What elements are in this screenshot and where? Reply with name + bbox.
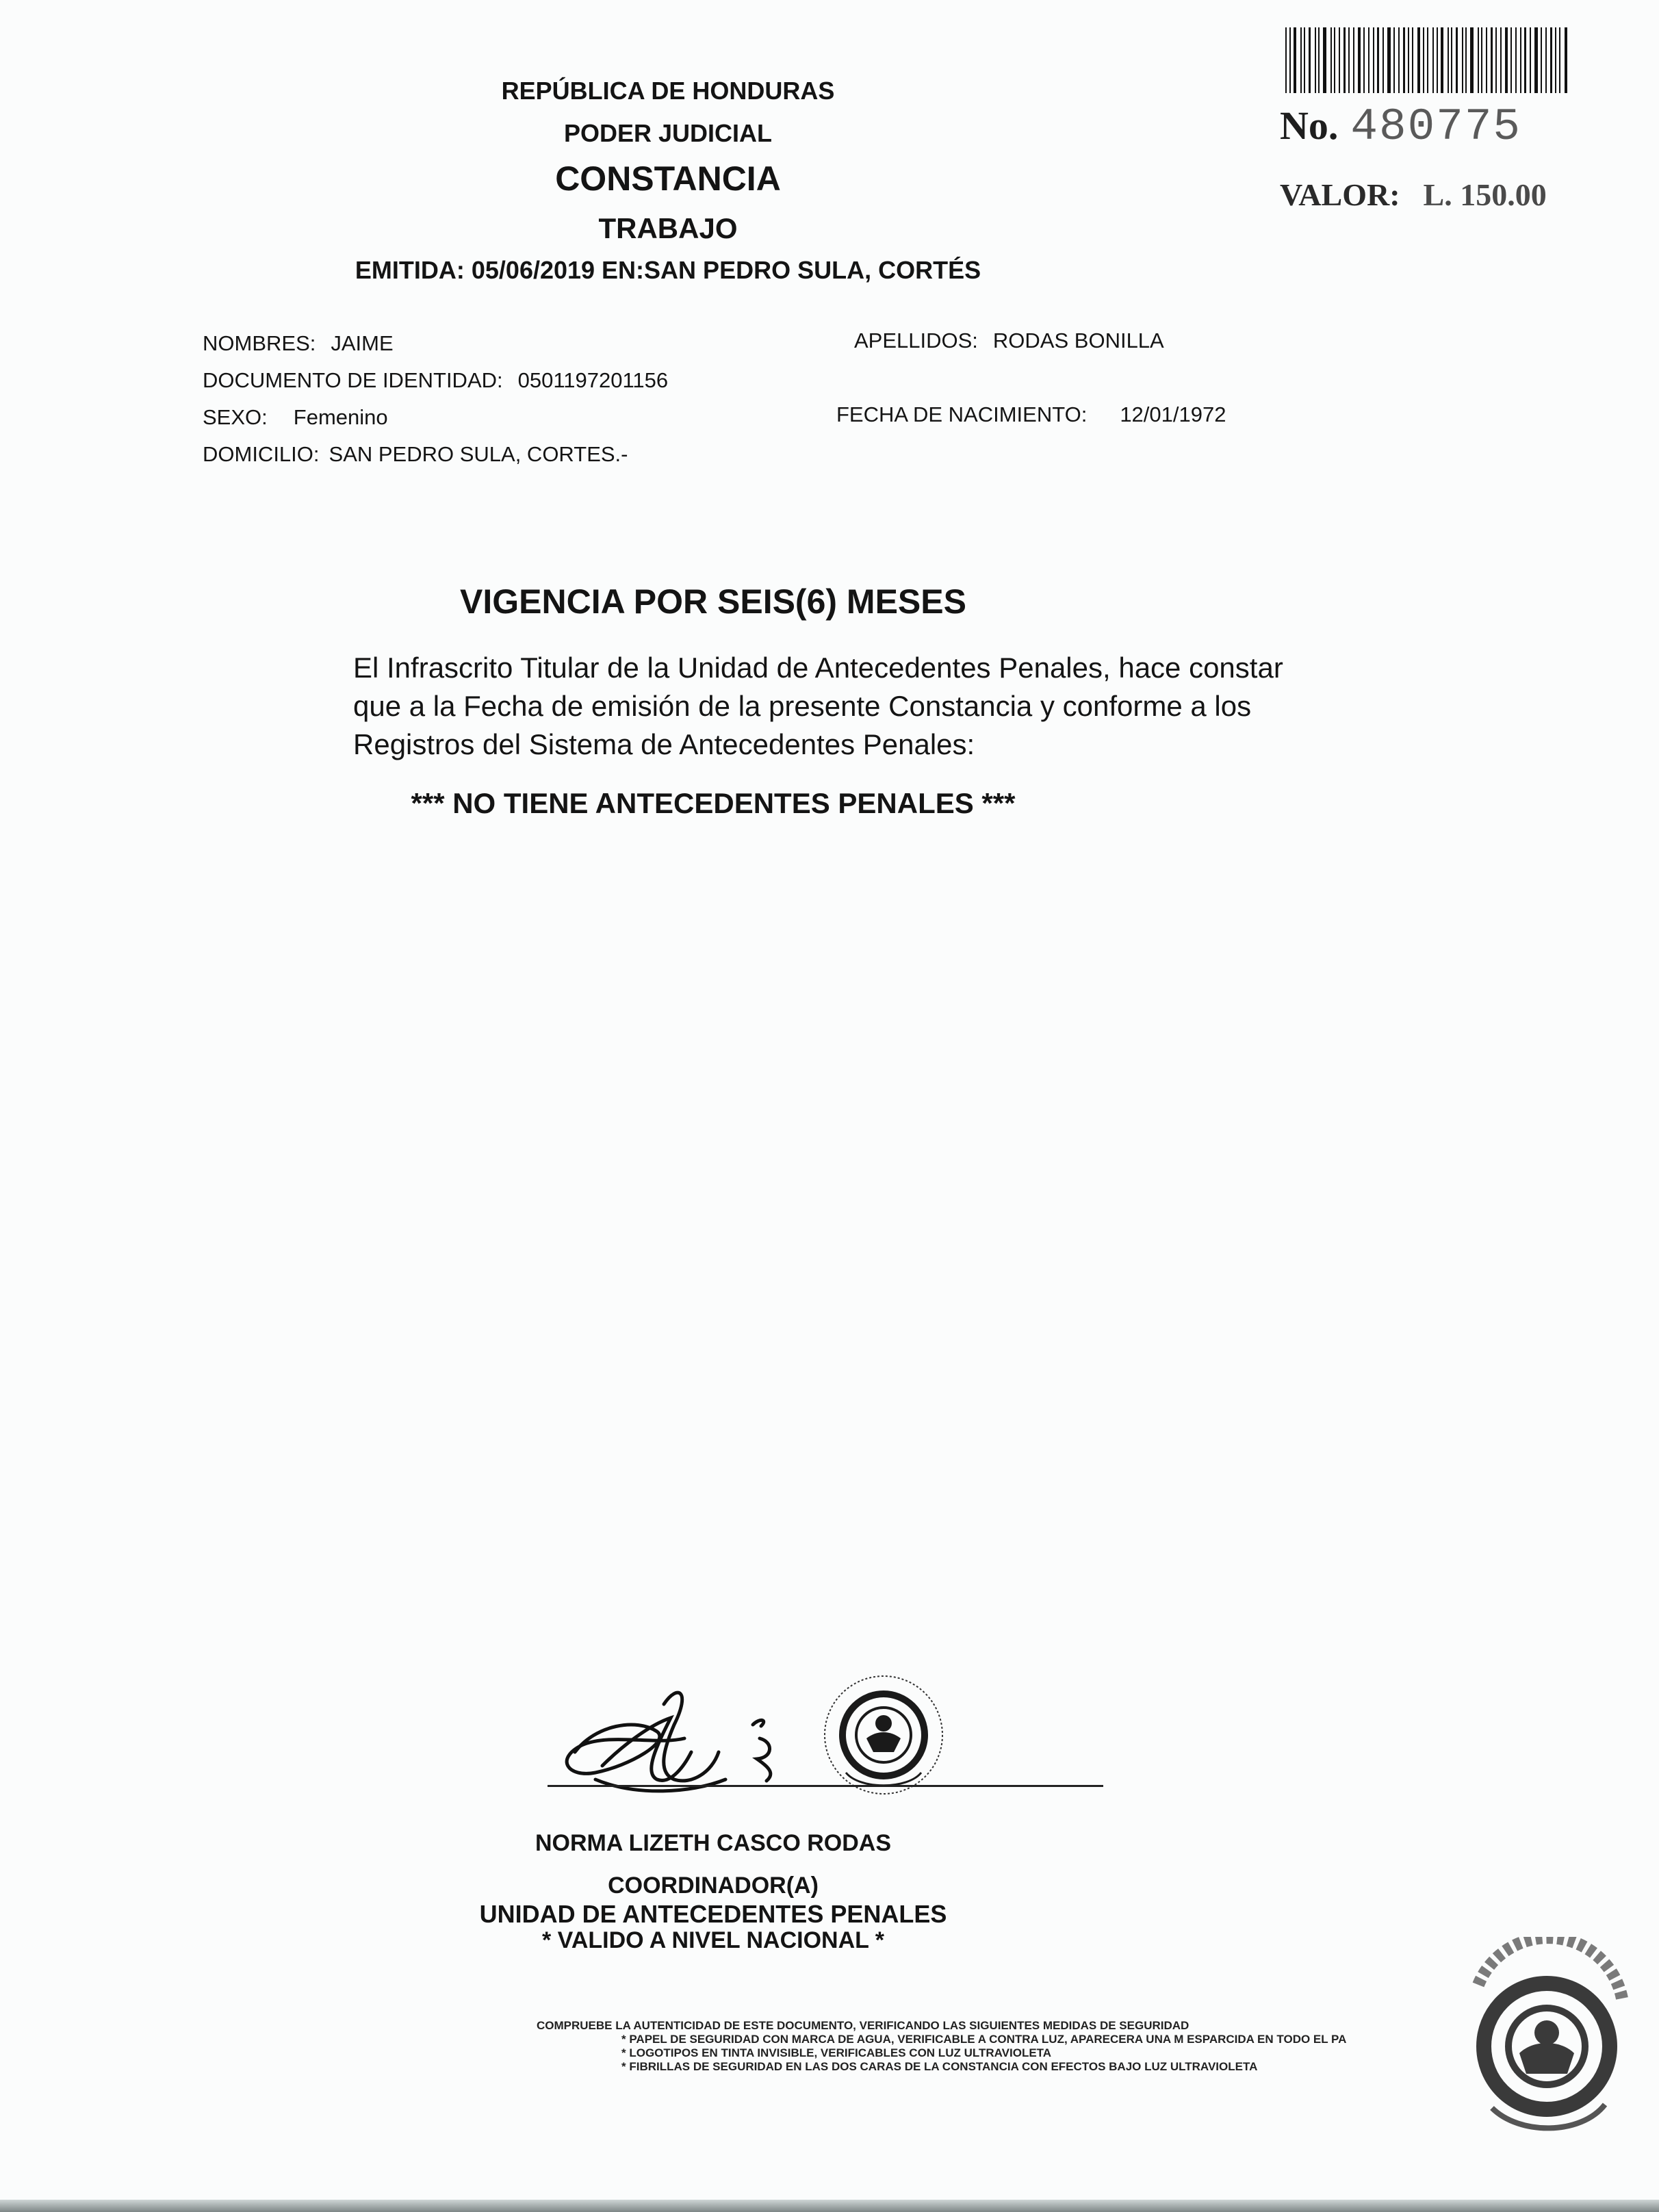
id-value: 0501197201156 <box>517 368 669 392</box>
barcode-bar <box>1515 27 1517 93</box>
barcode-bar <box>1559 27 1560 93</box>
barcode-bar <box>1348 27 1350 93</box>
birth-label: FECHA DE NACIMIENTO: <box>836 402 1088 426</box>
official-seal-icon <box>819 1670 949 1821</box>
barcode-bar <box>1285 27 1287 93</box>
signatory-name: NORMA LIZETH CASCO RODAS <box>535 1830 892 1856</box>
signature-line <box>548 1785 1103 1787</box>
barcode-bar <box>1304 27 1305 93</box>
validity-heading: VIGENCIA POR SEIS(6) MESES <box>460 582 966 621</box>
barcode-bar <box>1500 27 1502 93</box>
barcode-bar <box>1334 27 1335 93</box>
barcode-bar <box>1427 27 1428 93</box>
page-bottom-edge <box>0 2200 1659 2212</box>
barcode-image <box>1285 27 1567 93</box>
sex-label: SEXO: <box>203 405 268 429</box>
barcode-bar <box>1565 27 1567 93</box>
id-field <box>203 368 668 393</box>
barcode-bar <box>1309 27 1311 93</box>
barcode-bar <box>1545 27 1547 93</box>
address-label: DOMICILIO: <box>203 442 320 466</box>
serial-number <box>1280 101 1521 153</box>
sex-value: Femenino <box>293 405 388 429</box>
barcode-bar <box>1470 27 1474 93</box>
barcode-bar <box>1377 27 1379 93</box>
fee-label: VALOR: <box>1280 177 1400 212</box>
barcode-bar <box>1323 27 1326 93</box>
barcode-bar <box>1343 27 1346 93</box>
header-country: REPÚBLICA DE HONDURAS <box>501 77 835 105</box>
surnames-field <box>854 329 1164 353</box>
serial-value: 480775 <box>1350 101 1522 153</box>
barcode-bar <box>1398 27 1400 93</box>
barcode-bar <box>1315 27 1316 93</box>
sex-field <box>203 405 388 430</box>
fee-amount: L. 150.00 <box>1423 177 1547 212</box>
security-item: * PAPEL DE SEGURIDAD CON MARCA DE AGUA, VERIFICABLE A CONTRA LUZ, APARECERA UNA M ESPARCIDA EN TODO EL PA <box>621 2033 1347 2046</box>
document-title: CONSTANCIA <box>555 159 781 198</box>
barcode-bar <box>1456 27 1458 93</box>
barcode-bar <box>1451 27 1452 93</box>
barcode-bar <box>1550 27 1552 93</box>
barcode-bar <box>1437 27 1438 93</box>
names-label: NOMBRES: <box>203 331 316 355</box>
barcode-bar <box>1339 27 1340 93</box>
barcode-bar <box>1520 27 1521 93</box>
statement-line: Registros del Sistema de Antecedentes Penales: <box>353 728 975 760</box>
barcode-bar <box>1289 27 1291 93</box>
names-value: JAIME <box>331 331 394 355</box>
barcode-bar <box>1462 27 1463 93</box>
barcode-bar <box>1393 27 1395 93</box>
surnames-label: APELLIDOS: <box>854 329 978 352</box>
signatory-title: COORDINADOR(A) <box>608 1873 819 1899</box>
barcode-bar <box>1495 27 1497 93</box>
barcode-bar <box>1530 27 1531 93</box>
barcode-bar <box>1408 27 1409 93</box>
serial-label: No. <box>1280 103 1339 148</box>
barcode-bar <box>1387 27 1391 93</box>
barcode-bar <box>1353 27 1354 93</box>
security-item: * LOGOTIPOS EN TINTA INVISIBLE, VERIFICABLES CON LUZ ULTRAVIOLETA <box>621 2046 1052 2059</box>
barcode-bar <box>1330 27 1332 93</box>
barcode-bar <box>1432 27 1434 93</box>
birth-field <box>836 402 1226 427</box>
address-field <box>203 442 628 467</box>
surnames-value: RODAS BONILLA <box>992 329 1164 352</box>
issue-info: EMITIDA: 05/06/2019 EN:SAN PEDRO SULA, CORTÉS <box>355 256 981 284</box>
barcode-bar <box>1294 27 1296 93</box>
barcode-bar <box>1373 27 1374 93</box>
signatory-unit: UNIDAD DE ANTECEDENTES PENALES <box>479 1900 947 1928</box>
header-institution: PODER JUDICIAL <box>563 119 773 147</box>
birth-value: 12/01/1972 <box>1120 402 1226 426</box>
document-purpose: TRABAJO <box>598 212 738 244</box>
barcode-bar <box>1417 27 1420 93</box>
statement-line: El Infrascrito Titular de la Unidad de Antecedentes Penales, hace constar <box>353 652 1283 684</box>
result-statement: *** NO TIENE ANTECEDENTES PENALES *** <box>411 787 1016 819</box>
barcode-bar <box>1534 27 1538 93</box>
barcode-bar <box>1382 27 1384 93</box>
handwritten-signature <box>554 1677 828 1814</box>
fee-value <box>1280 177 1547 213</box>
statement-paragraph <box>353 649 1421 764</box>
barcode-bar <box>1441 27 1443 93</box>
barcode-bar <box>1555 27 1556 93</box>
barcode-bar <box>1403 27 1405 93</box>
validity-scope: * VALIDO A NIVEL NACIONAL * <box>542 1927 884 1953</box>
barcode-bar <box>1300 27 1302 93</box>
corner-seal-icon <box>1451 1937 1636 2156</box>
barcode-bar <box>1481 27 1482 93</box>
barcode-bar <box>1510 27 1512 93</box>
barcode-bar <box>1486 27 1487 93</box>
barcode-bar <box>1505 27 1508 93</box>
address-value: SAN PEDRO SULA, CORTES.- <box>329 442 628 466</box>
barcode-bar <box>1491 27 1493 93</box>
barcode-bar <box>1524 27 1526 93</box>
statement-line: que a la Fecha de emisión de la presente Constancia y conforme a los <box>353 690 1252 722</box>
barcode-bar <box>1465 27 1467 93</box>
barcode-bar <box>1412 27 1413 93</box>
barcode-bar <box>1368 27 1369 93</box>
barcode-bar <box>1358 27 1361 93</box>
id-label: DOCUMENTO DE IDENTIDAD: <box>203 368 503 392</box>
security-item: * FIBRILLAS DE SEGURIDAD EN LAS DOS CARAS DE LA CONSTANCIA CON EFECTOS BAJO LUZ ULTRAVIOLETA <box>621 2060 1258 2073</box>
barcode-bar <box>1318 27 1320 93</box>
security-notes <box>537 2019 1346 2074</box>
barcode-bar <box>1478 27 1479 93</box>
barcode-bar <box>1448 27 1449 93</box>
barcode-bar <box>1363 27 1365 93</box>
security-intro: COMPRUEBE LA AUTENTICIDAD DE ESTE DOCUMENTO, VERIFICANDO LAS SIGUIENTES MEDIDAS DE SEGURIDAD <box>537 2019 1189 2032</box>
names-field <box>203 331 394 356</box>
barcode-bar <box>1423 27 1424 93</box>
barcode-bar <box>1541 27 1542 93</box>
